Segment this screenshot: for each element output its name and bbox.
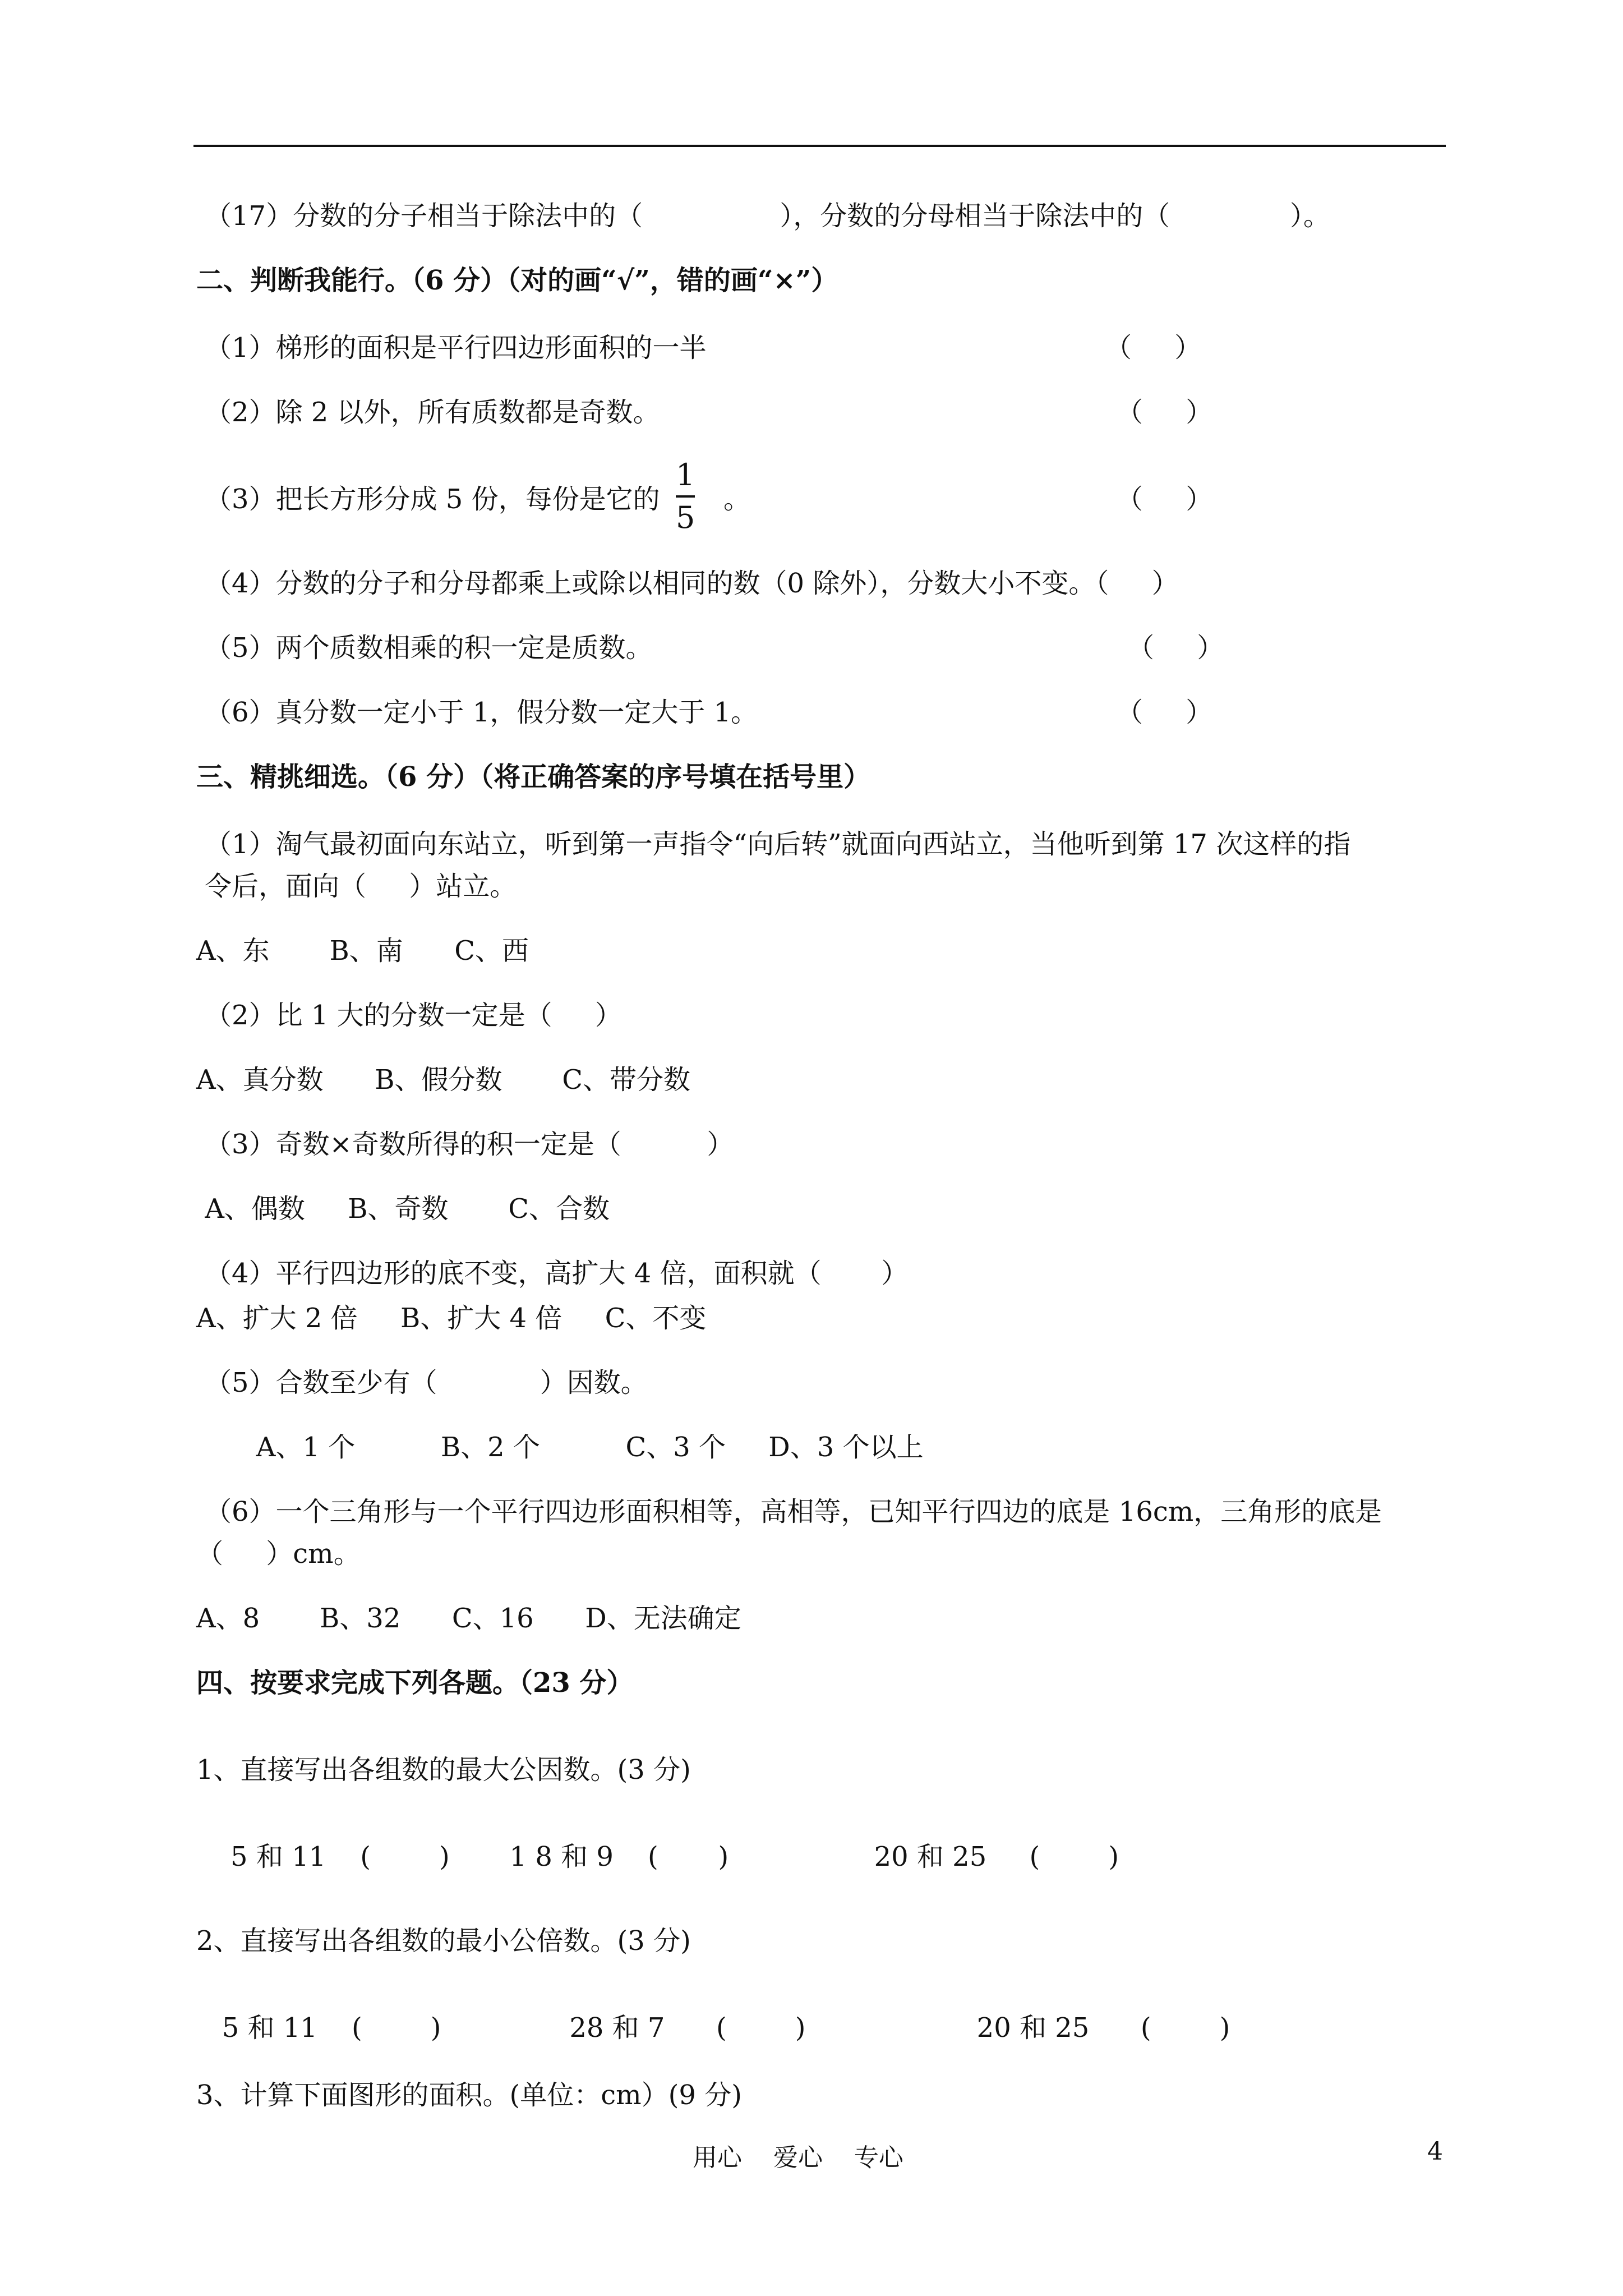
lcm-instruction: 2、直接写出各组数的最小公倍数。(3 分) <box>196 1925 691 1957</box>
fraction-numerator: 1 <box>676 457 695 493</box>
answer-paren: （ ） <box>1127 632 1224 664</box>
question-17: （17）分数的分子相当于除法中的（ ），分数的分母相当于除法中的（ ）。 <box>205 200 1330 232</box>
choice-q4: （4）平行四边形的底不变，高扩大 4 倍，面积就（ ） <box>205 1258 909 1289</box>
choice-q4-options: A、扩大 2 倍 B、扩大 4 倍 C、不变 <box>196 1303 707 1334</box>
lcm-items: 5 和 11 ( ) 28 和 7 ( ) 20 和 25 ( ) <box>196 2012 1230 2044</box>
judge-item-4: （4）分数的分子和分母都乘上或除以相同的数（0 除外），分数大小不变。（ ） <box>205 568 1179 599</box>
fraction-denominator: 5 <box>676 500 695 535</box>
judge-item-6: （6）真分数一定小于 1，假分数一定大于 1。 <box>205 697 758 728</box>
choice-q5-options: A、1 个 B、2 个 C、3 个 D、3 个以上 <box>196 1432 924 1463</box>
page-footer: 用心 爱心 专心 <box>693 2143 903 2172</box>
header-rule <box>193 145 1446 147</box>
judge-item-3: （3）把长方形分成 5 份，每份是它的 <box>205 484 660 515</box>
sentence-end: 。 <box>723 484 751 515</box>
choice-q5: （5）合数至少有（ ）因数。 <box>205 1367 648 1398</box>
choice-q6-options: A、8 B、32 C、16 D、无法确定 <box>196 1603 741 1634</box>
choice-q6-line1: （6）一个三角形与一个平行四边形面积相等，高相等，已知平行四边的底是 16cm，三角形的底是 <box>205 1496 1382 1527</box>
judge-item-5: （5）两个质数相乘的积一定是质数。 <box>205 632 653 664</box>
answer-paren: （ ） <box>1116 397 1213 428</box>
page-number: 4 <box>1427 2137 1443 2166</box>
answer-paren: （ ） <box>1116 484 1213 515</box>
gcd-items: 5 和 11 ( ) 1 8 和 9 ( ) 20 和 25 ( ) <box>196 1841 1119 1872</box>
choice-q2-options: A、真分数 B、假分数 C、带分数 <box>196 1064 691 1096</box>
section-4-title: 四、按要求完成下列各题。（23 分） <box>196 1667 634 1699</box>
choice-q6-line2: （ ）cm。 <box>196 1538 361 1570</box>
judge-item-1: （1）梯形的面积是平行四边形面积的一半 <box>205 332 707 364</box>
section-2-title: 二、判断我能行。（6 分）（对的画“√”，错的画“×”） <box>196 265 838 296</box>
choice-q1-line2: 令后，面向（ ）站立。 <box>205 871 517 902</box>
answer-paren: （ ） <box>1105 332 1202 364</box>
answer-paren: （ ） <box>1116 697 1213 728</box>
section-3-title: 三、精挑细选。（6 分）（将正确答案的序号填在括号里） <box>196 761 871 793</box>
area-instruction: 3、计算下面图形的面积。(单位：cm）(9 分) <box>196 2079 742 2111</box>
choice-q2: （2）比 1 大的分数一定是（ ） <box>205 1000 622 1031</box>
choice-q3: （3）奇数×奇数所得的积一定是（ ） <box>205 1129 734 1160</box>
judge-item-2: （2）除 2 以外，所有质数都是奇数。 <box>205 397 660 428</box>
fraction-one-fifth <box>676 457 695 536</box>
fraction-bar <box>676 495 695 498</box>
gcd-instruction: 1、直接写出各组数的最大公因数。(3 分) <box>196 1754 691 1786</box>
choice-q3-options: A、偶数 B、奇数 C、合数 <box>196 1193 610 1225</box>
choice-q1-line1: （1）淘气最初面向东站立，听到第一声指令“向后转”就面向西站立，当他听到第 17 次这样的指 <box>205 829 1351 860</box>
choice-q1-options: A、东 B、南 C、西 <box>196 935 529 967</box>
